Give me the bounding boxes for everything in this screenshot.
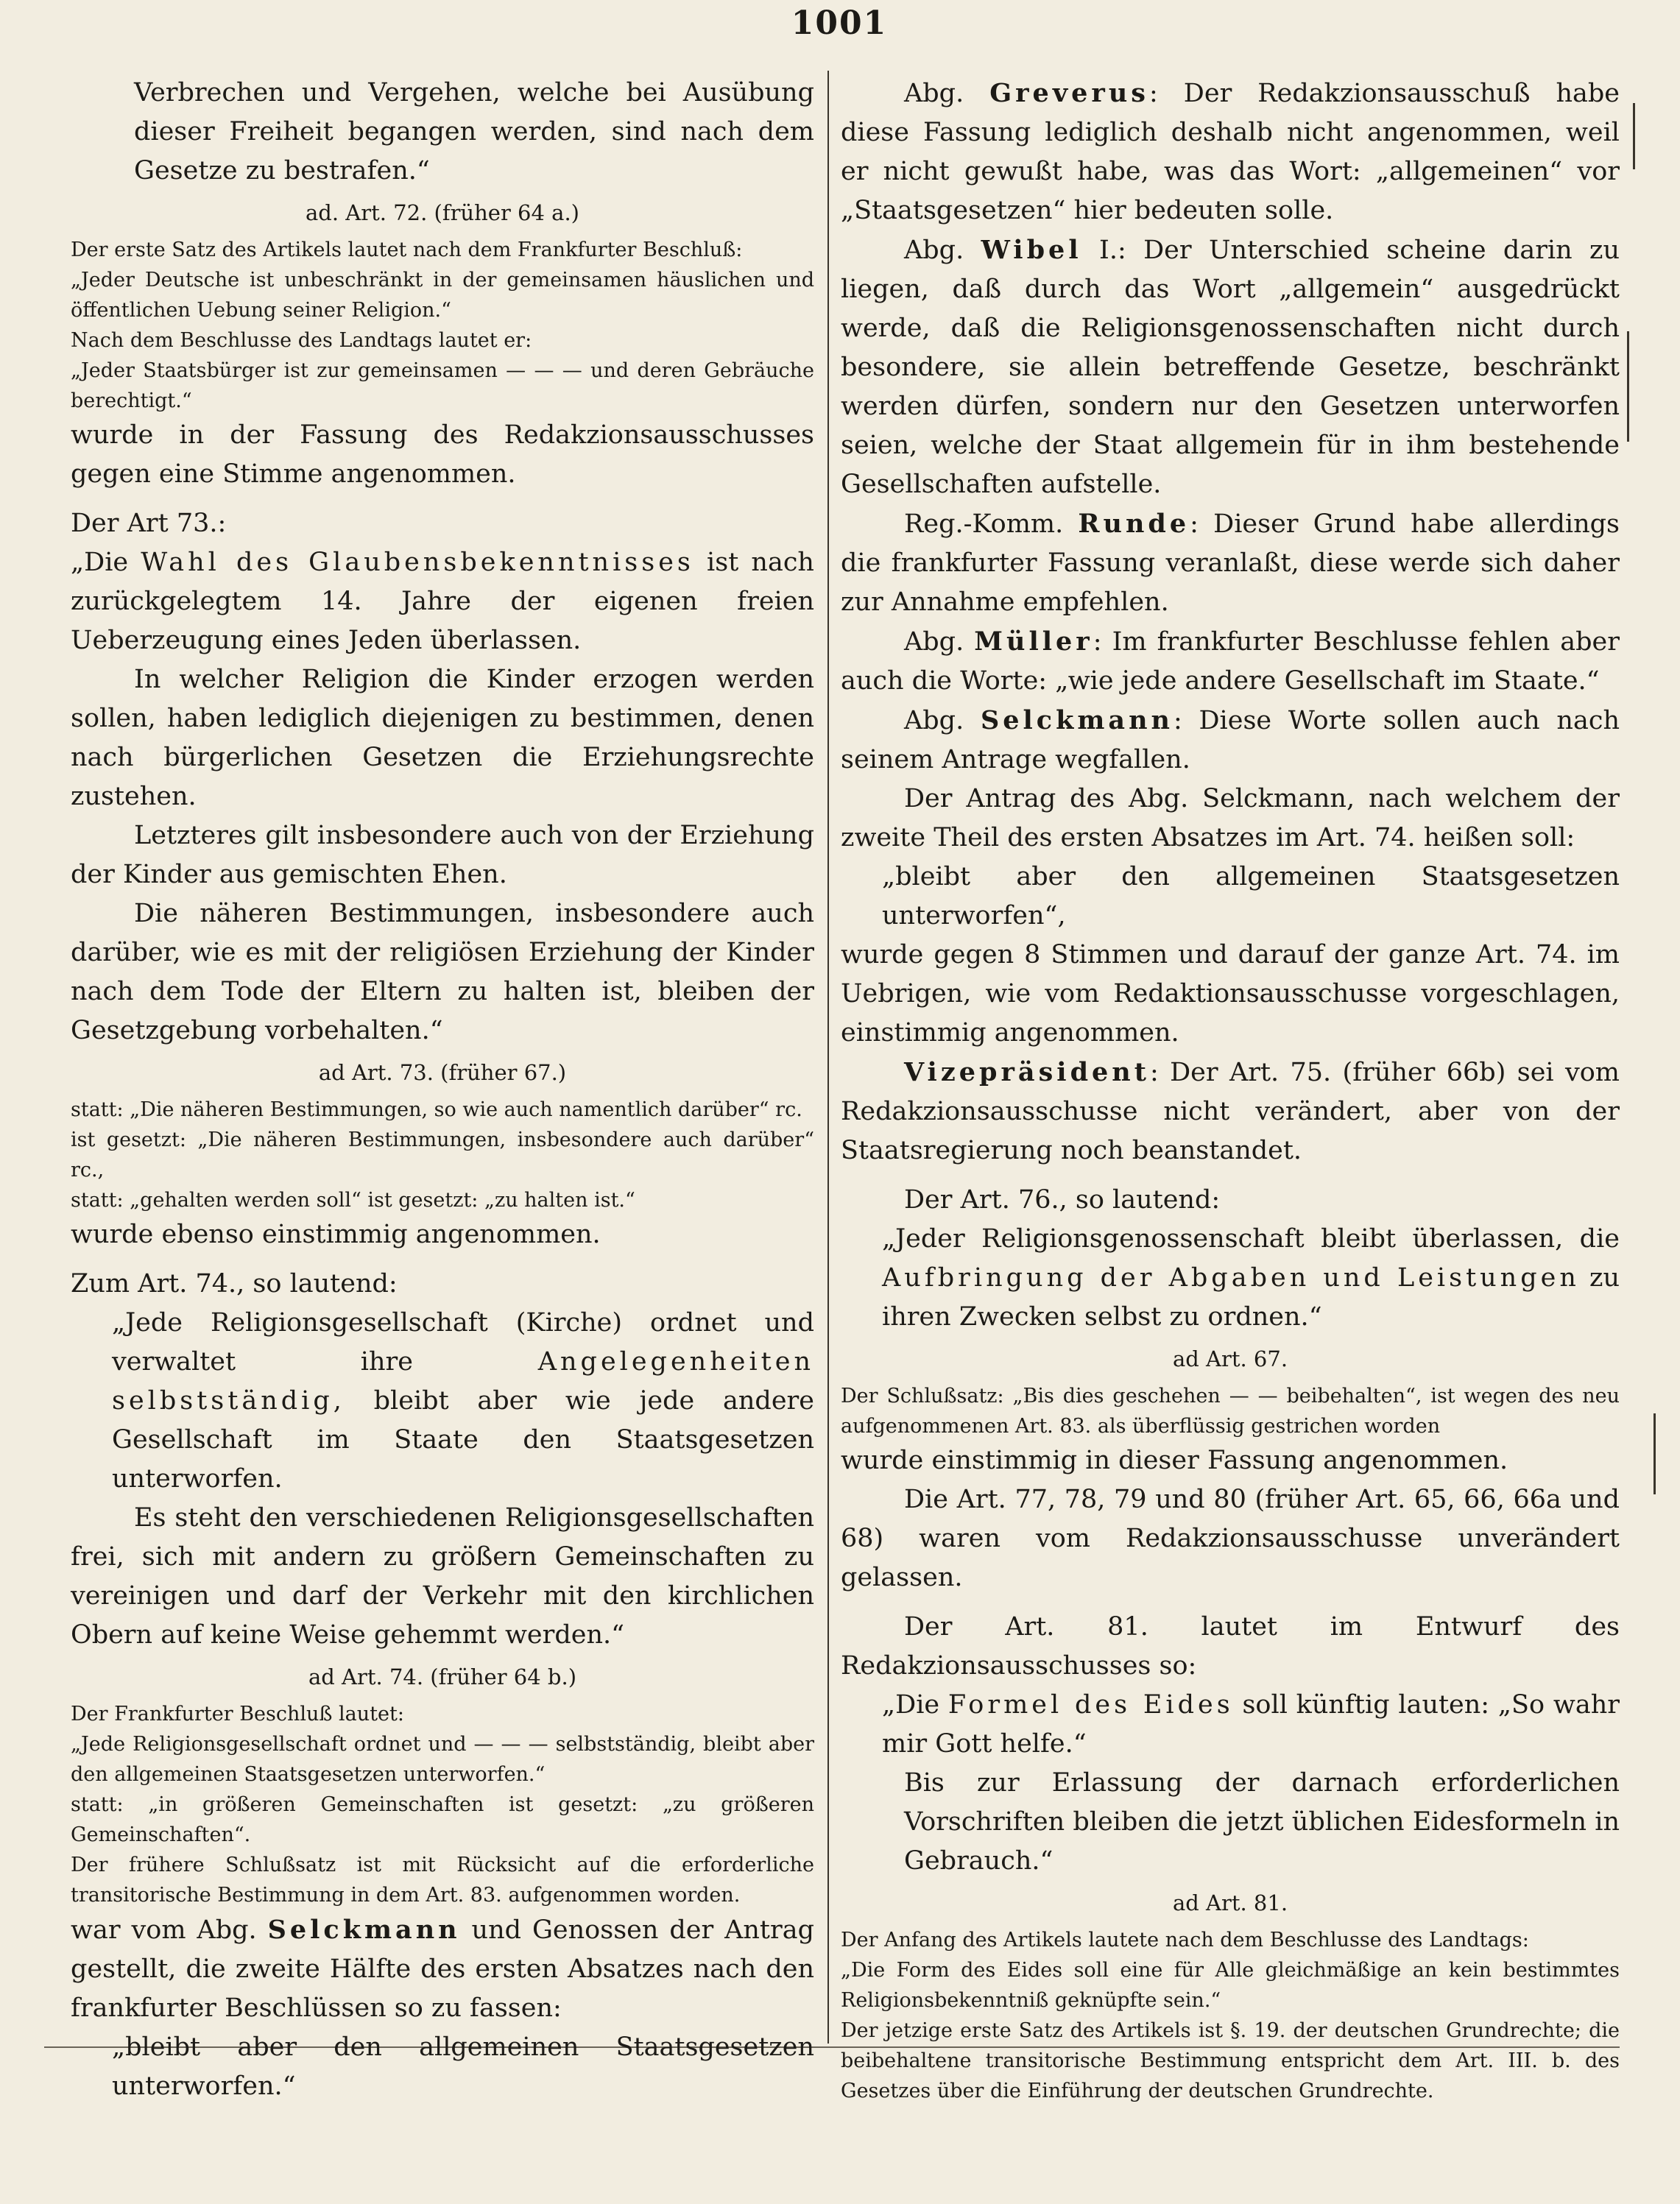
quote-open: „Die <box>71 548 129 577</box>
speech <box>841 701 1620 780</box>
note: Der Anfang des Artikels lautete nach dem Beschlusse des Landtags: <box>841 1929 1529 1952</box>
note: Der Schlußsatz: „Bis dies geschehen — — beibehalten“, ist wegen des neu aufgenommenen Art. 83. als überflüssig gestrichen worden <box>841 1385 1620 1438</box>
note-quote: „Jeder Staatsbürger ist zur gemeinsamen — — — und deren Gebräuche berechtigt.“ <box>71 359 814 412</box>
paragraph: Der Antrag des Abg. Selckmann, nach welchem der zweite Theil des ersten Absatzes im Art. 74. heißen soll: <box>841 784 1620 852</box>
text: : Dieser Grund habe allerdings die frankfurter Fassung veranlaßt, diese werde sich daher zur Annahme empfehlen. <box>841 509 1620 617</box>
article-quote <box>841 1686 1620 1764</box>
section-heading: ad. Art. 72. (früher 64 a.) <box>306 200 579 225</box>
paragraph: Bis zur Erlassung der darnach erforderlichen Vorschriften bleiben die jetzt üblichen Eidesformeln in Gebrauch.“ <box>904 1768 1620 1876</box>
paragraph: Der Art. 81. lautet im Entwurf des Redakzionsausschusses so: <box>841 1612 1620 1681</box>
article-heading: Der Art 73.: <box>71 509 227 538</box>
article-quote <box>841 1220 1620 1337</box>
article-quote <box>71 543 814 660</box>
spaced-term: Aufbringung der Abgaben und Leistungen <box>882 1263 1580 1293</box>
page-number: 1001 <box>791 4 888 42</box>
text: war vom Abg. <box>71 1915 257 1945</box>
section-heading: ad Art. 81. <box>1172 1890 1288 1915</box>
paragraph: wurde in der Fassung des Redakzionsausschusses gegen eine Stimme angenommen. <box>71 420 814 489</box>
text: und Genossen der Antrag gestellt, die zweite Hälfte des ersten Absatzes nach den frankfurter Beschlüssen so zu fassen: <box>71 1915 814 2023</box>
quote-text: bleibt aber wie jede andere Gesellschaft im Staate den Staatsgesetzen unterworfen. <box>112 1386 814 1494</box>
paragraph: wurde einstimmig in dieser Fassung angenommen. <box>841 1446 1508 1475</box>
note: Der erste Satz des Artikels lautet nach dem Frankfurter Beschluß: <box>71 239 743 261</box>
paragraph: Letzteres gilt insbesondere auch von der Erziehung der Kinder aus gemischten Ehen. <box>71 821 814 889</box>
note: statt: „gehalten werden soll“ ist gesetzt: „zu halten ist.“ <box>71 1189 635 1212</box>
text: : Diese Worte sollen auch nach seinem Antrage wegfallen. <box>841 706 1620 774</box>
section-heading: ad Art. 73. (früher 67.) <box>318 1060 567 1085</box>
paragraph: Verbrechen und Vergehen, welche bei Ausübung dieser Freiheit begangen werden, sind nach dem Gesetze zu bestrafen.“ <box>134 78 814 186</box>
speaker-name: Wibel <box>981 235 1082 265</box>
margin-mark <box>1627 331 1629 442</box>
article-heading: Der Art. 76., so lautend: <box>904 1185 1221 1215</box>
text: Abg. <box>904 79 964 108</box>
speaker-name: Vizepräsident <box>904 1057 1150 1087</box>
text: : Der Redakzionsausschuß habe diese Fassung lediglich deshalb nicht angenommen, weil er nicht gewußt habe, was das Wort: „allgemeinen“ vor „Staatsgesetzen“ hier bedeuten solle. <box>841 79 1620 225</box>
spaced-term: Wahl des Glaubensbekenntnisses <box>141 548 694 577</box>
article-heading: Zum Art. 74., so lautend: <box>71 1269 398 1299</box>
speech <box>841 74 1620 230</box>
text: : Der Art. 75. (früher 66b) sei vom Redakzionsausschusse nicht verändert, aber von der Staatsregierung noch beanstandet. <box>841 1058 1620 1165</box>
speaker-name: Müller <box>974 626 1093 657</box>
note-quote: „Jede Religionsgesellschaft ordnet und — — — selbstständig, bleibt aber den allgemeinen Staatsgesetzen unterworfen.“ <box>71 1733 814 1786</box>
note-quote: „Die Form des Eides soll eine für Alle gleichmäßige an kein bestimmtes Religionsbekenntniß geknüpfte sein.“ <box>841 1959 1620 2012</box>
note-quote: „Jeder Deutsche ist unbeschränkt in der gemeinsamen häuslichen und öffentlichen Uebung seiner Religion.“ <box>71 269 814 322</box>
speech <box>841 504 1620 622</box>
speaker-name: Selckmann <box>267 1915 461 1945</box>
section-heading: ad Art. 67. <box>1172 1346 1288 1371</box>
spaced-term: Angelegenheiten selbstständig, <box>112 1347 814 1416</box>
speech <box>841 622 1620 701</box>
left-column <box>71 74 814 2106</box>
text: : Im frankfurter Beschlusse fehlen aber auch die Worte: „wie jede andere Gesellschaft im Staate.“ <box>841 627 1620 696</box>
text: Abg. <box>904 627 964 657</box>
margin-mark <box>1633 103 1635 169</box>
section-heading: ad Art. 74. (früher 64 b.) <box>308 1664 577 1689</box>
spaced-term: Formel des Eides <box>947 1690 1234 1720</box>
right-column <box>841 74 1620 2106</box>
article-quote <box>71 1304 814 1499</box>
quote-text: zu ihren Zwecken selbst zu ordnen.“ <box>882 1263 1620 1332</box>
article-quote: „bleibt aber den allgemeinen Staatsgesetzen unterworfen“, <box>882 862 1620 930</box>
margin-mark <box>1653 1413 1656 1494</box>
paragraph <box>71 1910 814 2028</box>
speech <box>841 230 1620 504</box>
paragraph: Es steht den verschiedenen Religionsgesellschaften frei, sich mit andern zu größern Gemeinschaften zu vereinigen und darf der Verkehr mit den kirchlichen Obern auf keine Weise gehemmt werden.“ <box>71 1503 814 1650</box>
text: Abg. <box>904 236 964 265</box>
speech <box>841 1053 1620 1170</box>
column-divider <box>827 71 829 2044</box>
text: I.: Der Unterschied scheine darin zu liegen, daß durch das Wort „allgemein“ ausgedrückt werde, daß die Religionsgenossenschaften nicht durch besondere, sie allein betreffende Gesetze, beschränkt werden dürfen, sondern nur den Gesetzen unterworfen seien, welche der Staat allgemein für in ihm bestehende Gesellschaften aufstelle. <box>841 236 1620 499</box>
paragraph: Die näheren Bestimmungen, insbesondere auch darüber, wie es mit der religiösen Erziehung der Kinder nach dem Tode der Eltern zu halten ist, bleiben der Gesetzgebung vorbehalten.“ <box>71 899 814 1045</box>
speaker-name: Selckmann <box>980 705 1173 735</box>
note: ist gesetzt: „Die näheren Bestimmungen, insbesondere auch darüber“ rc., <box>71 1129 814 1182</box>
article-quote: „bleibt aber den allgemeinen Staatsgesetzen unterworfen.“ <box>112 2032 814 2101</box>
note: Der Frankfurter Beschluß lautet: <box>71 1703 404 1726</box>
note: Der frühere Schlußsatz ist mit Rücksicht auf die erforderliche transitorische Bestimmung in dem Art. 83. aufgenommen worden. <box>71 1854 814 1907</box>
note: statt: „in größeren Gemeinschaften ist gesetzt: „zu größeren Gemeinschaften“. <box>71 1793 814 1846</box>
speaker-name: Runde <box>1078 509 1190 539</box>
speaker-name: Greverus <box>989 78 1150 108</box>
quote-open: „Die <box>882 1690 940 1720</box>
text: Abg. <box>904 706 964 735</box>
note: statt: „Die näheren Bestimmungen, so wie auch namentlich darüber“ rc. <box>71 1098 802 1121</box>
note: Nach dem Beschlusse des Landtags lautet er: <box>71 329 532 352</box>
quote-text: „Jede Religionsgesellschaft (Kirche) ordnet und verwaltet ihre <box>112 1308 814 1377</box>
paragraph: Die Art. 77, 78, 79 und 80 (früher Art. 65, 66, 66a und 68) waren vom Redakzionsausschusse unverändert gelassen. <box>841 1485 1620 1592</box>
paragraph: wurde ebenso einstimmig angenommen. <box>71 1220 601 1249</box>
paragraph: wurde gegen 8 Stimmen und darauf der ganze Art. 74. im Uebrigen, wie vom Redaktionsausschusse vorgeschlagen, einstimmig angenommen. <box>841 940 1620 1048</box>
note: Der jetzige erste Satz des Artikels ist §. 19. der deutschen Grundrechte; die beibehaltene transitorische Bestimmung entspricht dem Art. III. b. des Gesetzes über die Einführung der deutschen Grundrechte. <box>841 2019 1620 2102</box>
quote-text: ist nach zurückgelegtem 14. Jahre der eigenen freien Ueberzeugung eines Jeden überlassen. <box>71 548 814 655</box>
text: Reg.-Komm. <box>904 509 1064 539</box>
paragraph: In welcher Religion die Kinder erzogen werden sollen, haben lediglich diejenigen zu bestimmen, denen nach bürgerlichen Gesetzen die Erziehungsrechte zustehen. <box>71 665 814 811</box>
quote-text: soll künftig lauten: „So wahr mir Gott helfe.“ <box>882 1690 1620 1759</box>
quote-text: „Jeder Religionsgenossenschaft bleibt überlassen, die <box>882 1224 1620 1254</box>
